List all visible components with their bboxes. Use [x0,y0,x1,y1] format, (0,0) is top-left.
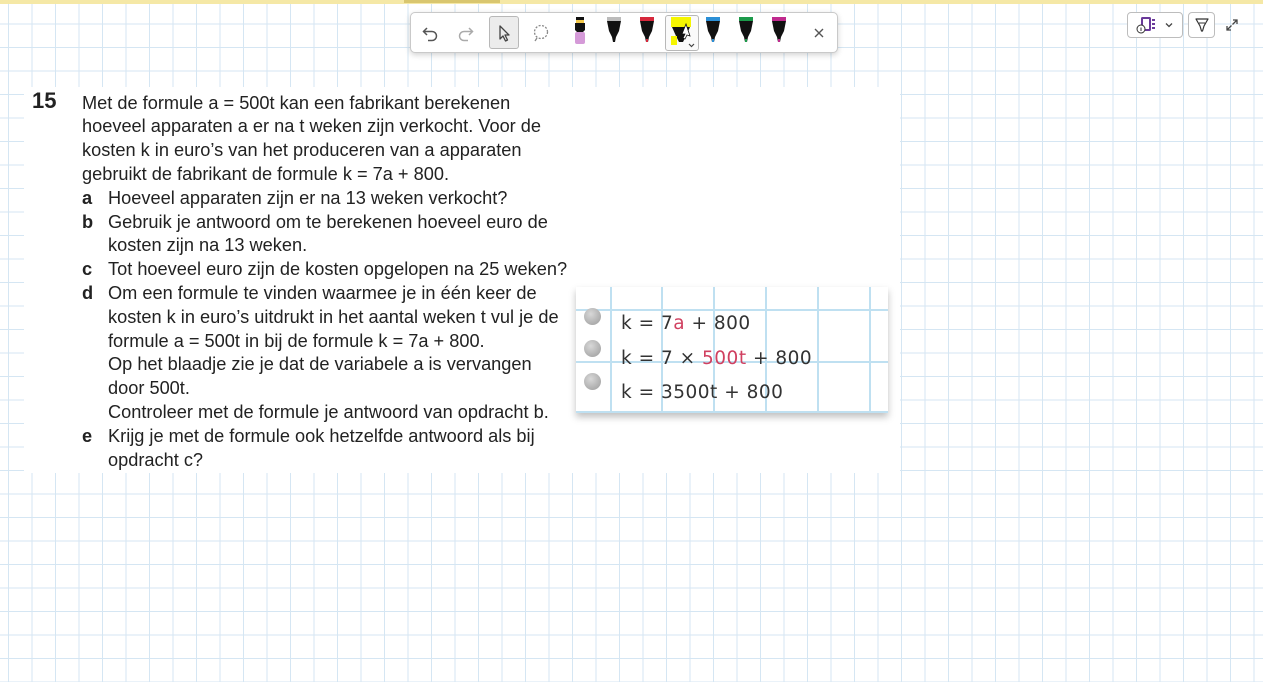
chevron-down-icon [1164,20,1174,30]
marker-black-icon [602,15,626,51]
drawing-toolbar [410,12,838,53]
pen-menu-button[interactable] [1188,12,1215,38]
video-info-icon [1136,15,1158,35]
question-b-line: kosten zijn na 13 weken. [108,235,308,255]
pen-red[interactable] [635,15,659,51]
pen-yellow-highlighter-selected[interactable] [665,15,699,51]
pointer-icon [497,24,511,42]
close-icon [812,26,826,40]
question-c-line: Tot hoeveel euro zijn de kosten opgelopen na 25 weken? [108,259,568,279]
media-dropdown-button[interactable] [1127,12,1183,38]
marker-magenta-icon [767,15,791,51]
pen-tool-icon [1195,17,1209,33]
notebook-image [576,287,888,413]
expand-icon [1225,18,1239,32]
question-label-d: d [82,283,94,303]
question-e-line: Krijg je met de formule ook hetzelfde antwoord als bij [108,426,535,446]
question-label-e: e [82,426,93,446]
question-d-line: Op het blaadje zie je dat de variabele a is vervangen [108,354,532,374]
grid-line [576,411,888,413]
pen-green[interactable] [734,15,758,51]
question-label-a: a [82,188,93,208]
pen-black[interactable] [602,15,626,51]
intro-line: gebruikt de fabrikant de formule k = 7a + 800. [82,164,450,184]
grid-line [869,287,871,413]
question-label-b: b [82,212,94,232]
formula-1-part: k = 7 [621,313,674,334]
redo-icon [457,24,475,42]
grid-line [576,309,888,311]
undo-button[interactable] [415,16,445,49]
formula-2-part: k = 7 × [621,348,703,369]
intro-line: hoeveel apparaten a er na t weken zijn verkocht. Voor de [82,116,542,136]
highlighter-icon [568,15,592,51]
undo-icon [421,24,439,42]
marker-blue-icon [701,15,725,51]
top-accent-bar [0,0,1263,4]
exercise-number: 15 [32,88,57,113]
question-d-line: formule a = 500t in bij de formule k = 7a + 800. [108,331,485,351]
binder-hole [584,340,601,357]
question-e-line: opdracht c? [108,450,204,470]
question-d-line: door 500t. [108,378,190,398]
close-toolbar-button[interactable] [804,16,834,49]
marker-green-icon [734,15,758,51]
binder-hole [584,308,601,325]
formula-1-part: + 800 [685,313,751,334]
question-label-c: c [82,259,93,279]
select-tool-button[interactable] [489,16,519,49]
grid-line [817,287,819,413]
lasso-tool-button[interactable] [526,16,556,49]
pen-blue[interactable] [701,15,725,51]
grid-line [610,287,612,413]
formula-2 [621,348,812,369]
formula-1-highlight: a [673,313,686,334]
expand-button[interactable] [1221,14,1243,36]
question-b-line: Gebruik je antwoord om te berekenen hoeveel euro de [108,212,548,232]
highlighter-yellow-icon [666,16,698,50]
formula-2-highlight: 500t [702,348,747,369]
binder-hole [584,373,601,390]
redo-button[interactable] [451,16,481,49]
question-d-line: Om een formule te vinden waarmee je in één keer de [108,283,537,303]
question-a-line: Hoeveel apparaten zijn er na 13 weken verkocht? [108,188,508,208]
lasso-icon [531,23,551,43]
formula-1 [621,313,751,334]
top-accent-tab [404,0,500,3]
intro-line: Met de formule a = 500t kan een fabrikant berekenen [82,93,511,113]
marker-red-icon [635,15,659,51]
pen-lilac-highlighter[interactable] [568,15,592,51]
formula-2-part: + 800 [746,348,813,369]
intro-line: kosten k in euro’s van het produceren van a apparaten [82,140,522,160]
question-d-line: Controleer met de formule je antwoord van opdracht b. [108,402,549,422]
question-d-line: kosten k in euro’s uitdrukt in het aantal weken t vul je de [108,307,559,327]
formula-3 [621,382,783,403]
pen-magenta[interactable] [767,15,791,51]
formula-3-part: k = 3500t + 800 [621,382,784,403]
